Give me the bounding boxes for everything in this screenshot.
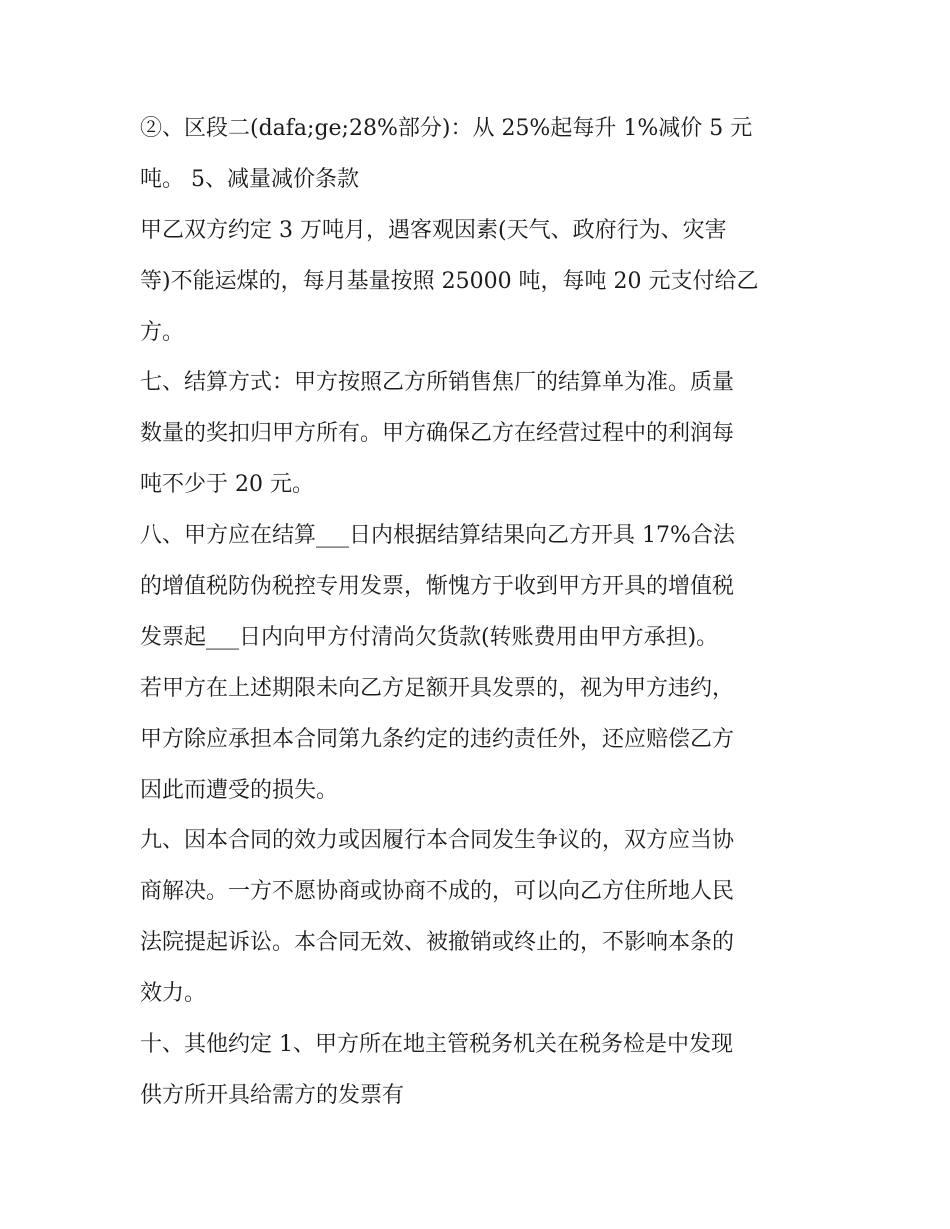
text-line: 七、结算方式：甲方按照乙方所销售焦厂的结算单为准。质量 [140,370,735,396]
text-line: 供方所开具给需方的发票有 [140,1082,405,1108]
document-body [140,104,820,1122]
text-line: 八、甲方应在结算___日内根据结算结果向乙方开具 17%合法 [140,523,735,549]
text-line: 数量的奖扣归甲方所有。甲方确保乙方在经营过程中的利润每 [140,421,735,447]
text-line: 若甲方在上述期限未向乙方足额开具发票的，视为甲方违约， [140,675,735,701]
text-line: 九、因本合同的效力或因履行本合同发生争议的，双方应当协 [140,828,735,854]
text-line: 十、其他约定 1、甲方所在地主管税务机关在税务检是中发现 [140,1032,733,1058]
text-line: 发票起___日内向甲方付清尚欠货款(转账费用由甲方承担)。 [140,624,719,650]
text-line: 甲乙双方约定 3 万吨月，遇客观因素(天气、政府行为、灾害 [140,217,727,243]
text-line: 因此而遭受的损失。 [140,777,339,803]
text-line: 商解决。一方不愿协商或协商不成的，可以向乙方住所地人民 [140,879,735,905]
text-line: 方。 [140,319,185,345]
text-line: 的增值税防伪税控专用发票，惭愧方于收到甲方开具的增值税 [140,574,735,600]
text-line: ②、区段二(dafa;ge;28%部分)：从 25%起每升 1%减价 5 元 [140,116,753,141]
text-line: 吨。 5、减量减价条款 [140,166,359,192]
text-line: 等)不能运煤的，每月基量按照 25000 吨，每吨 20 元支付给乙 [140,268,759,294]
text-line: 法院提起诉讼。本合同无效、被撤销或终止的，不影响本条的 [140,930,735,956]
text-line: 甲方除应承担本合同第九条约定的违约责任外，还应赔偿乙方 [140,726,735,752]
text-line: 效力。 [140,981,207,1007]
text-line: 吨不少于 20 元。 [140,472,314,498]
